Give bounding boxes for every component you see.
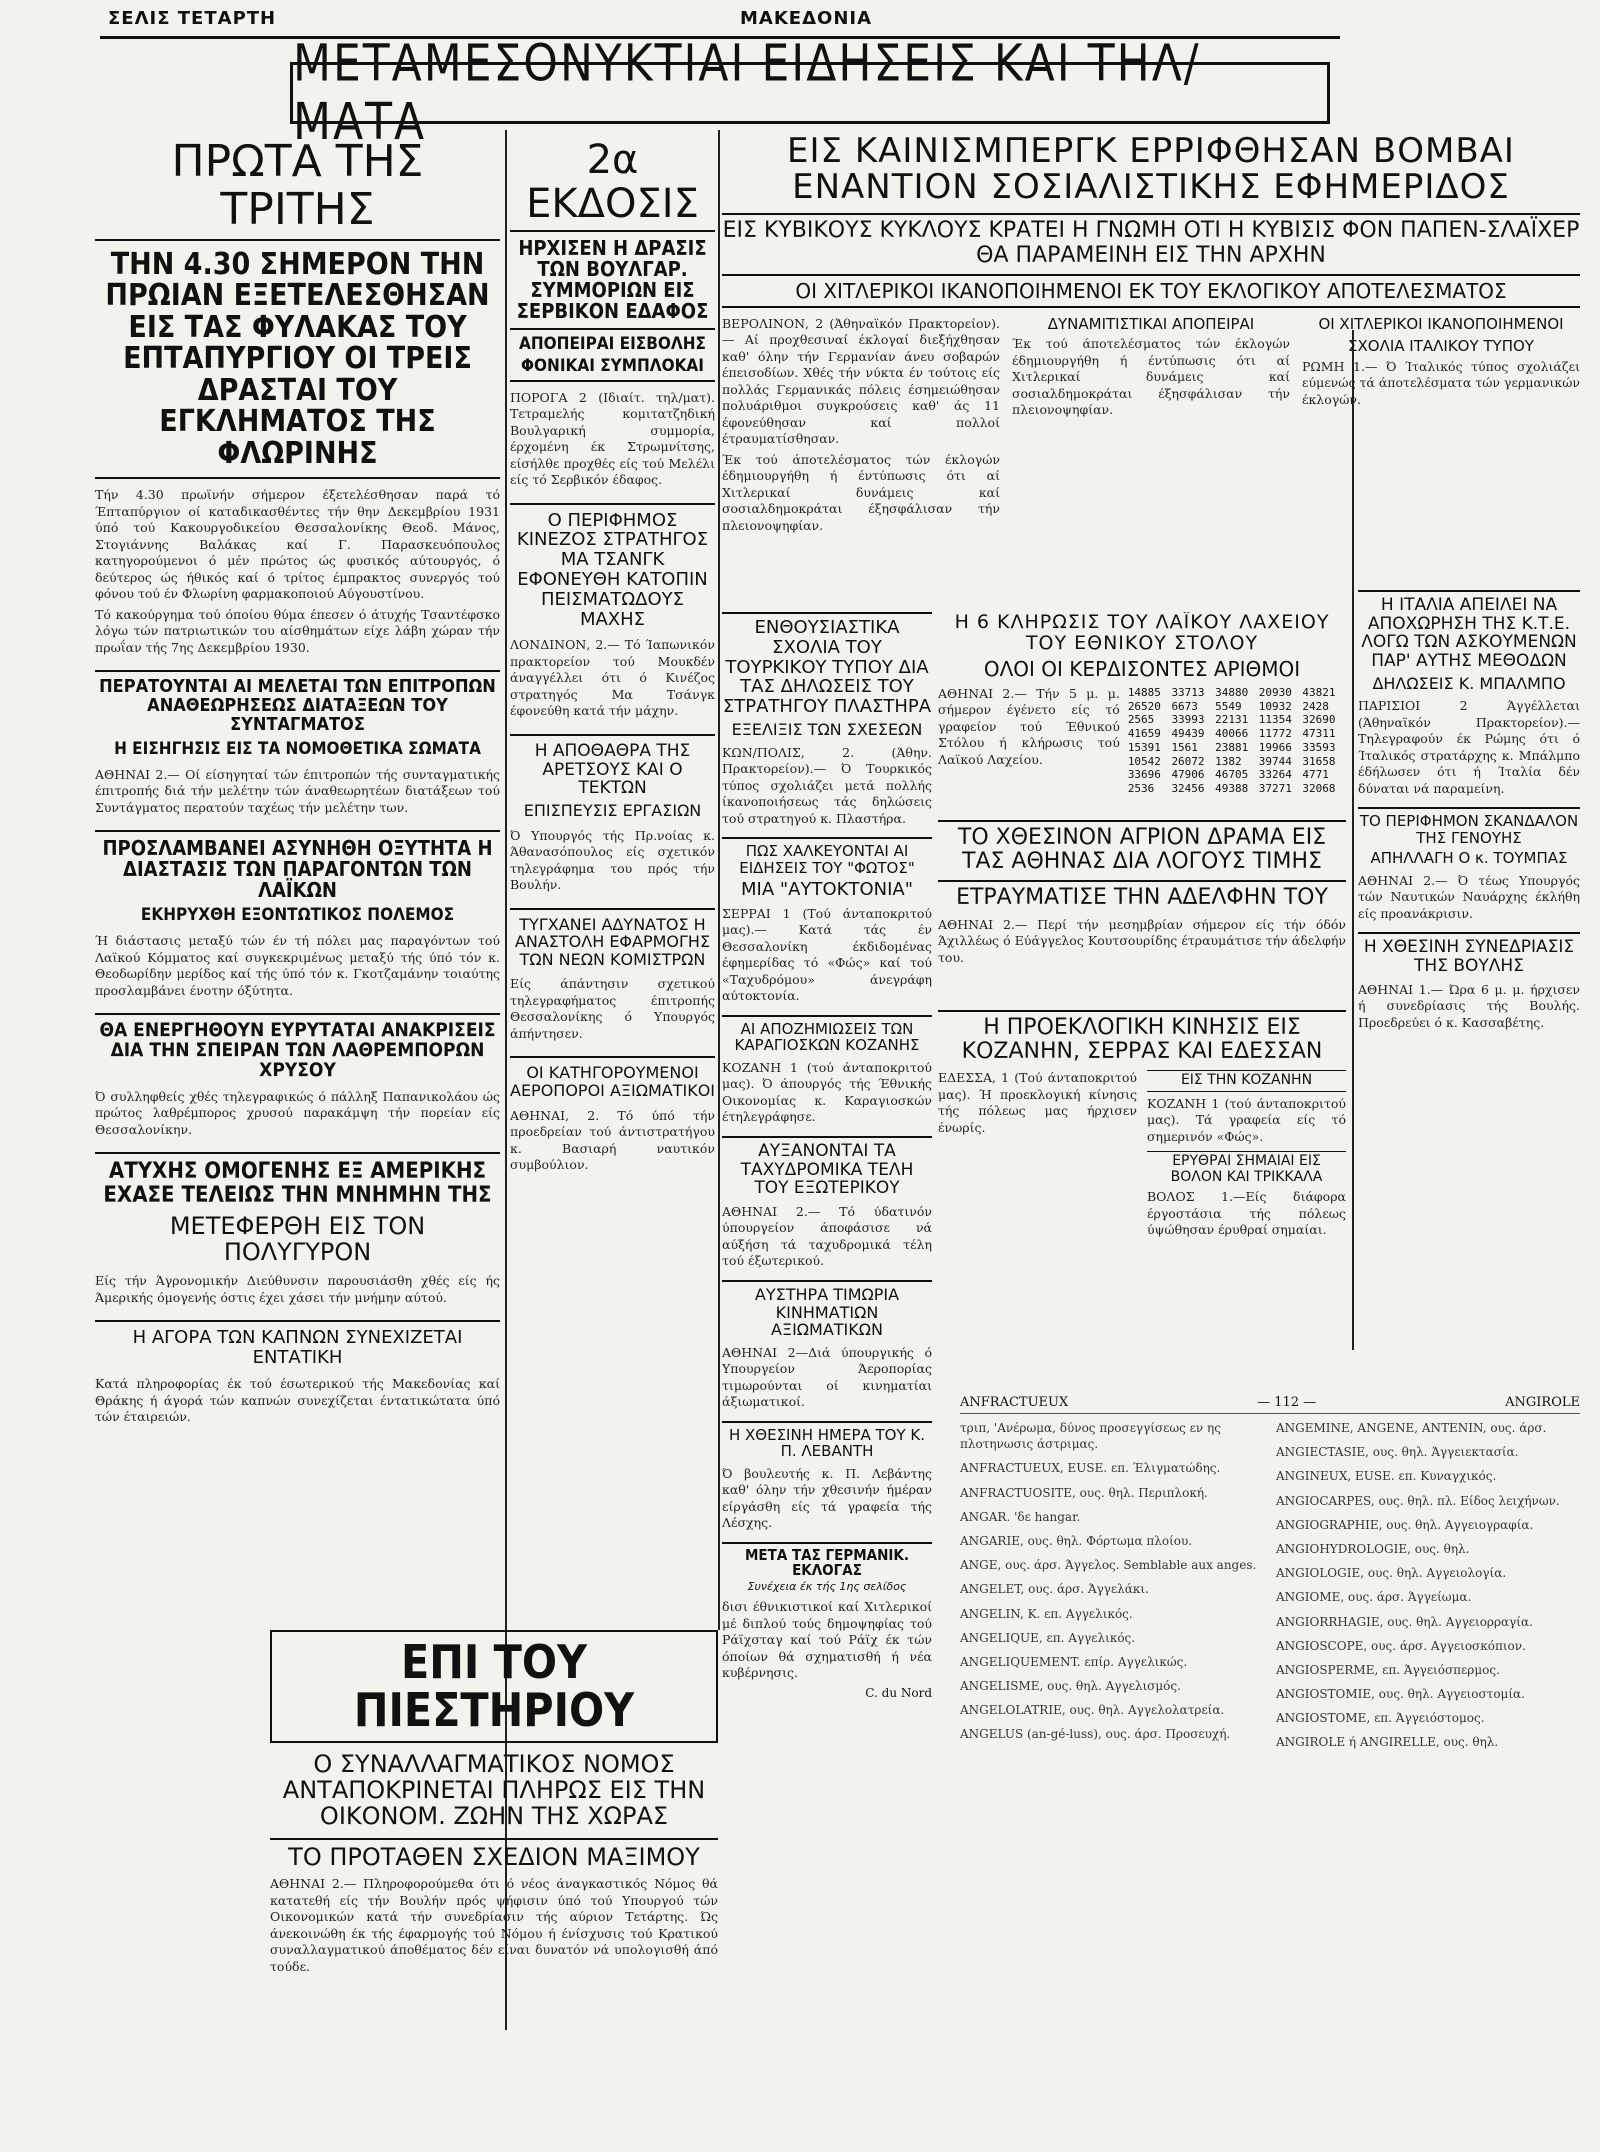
article-body: Ό Υπουργός τής Πρ.νοίας κ. Άθανασόπουλος είς σχετικόν τηλεγράφημα του πρός τήν Βουλήν. [510, 827, 715, 893]
dictionary-header [960, 1395, 1580, 1414]
headline-german-elections: ΜΕΤΑ ΤΑΣ ΓΕΡΜΑΝΙΚ. ΕΚΛΟΓΑΣ [722, 1542, 932, 1580]
dictionary-page-number: — 112 — [1257, 1395, 1317, 1410]
winning-number: 33713 [1171, 685, 1205, 699]
article-body: Ή διάστασις μεταξύ τών έν τή πόλει μας παραγόντων τού Λαϊκού Κόμματος καί συγκεκριμένως μεταξύ τής ύπό τόν κ. Θεοδωρίδην μερίδος καί τής ύπό τόν κ. Γκοτζαμάνην τοιαύτης προσλαμβάνει ένοτην όξύτητα. [95, 933, 500, 998]
dictionary-entry: ANGAR. 'δε hangar. [960, 1509, 1081, 1524]
subheadline: ΜΙΑ "ΑΥΤΟΚΤΟΝΙΑ" [741, 879, 913, 901]
winning-number: 47906 [1171, 768, 1205, 782]
dictionary-entry: ANGIOSTOME, επ. Άγγειόστομος. [1276, 1711, 1485, 1726]
winning-number: 11354 [1258, 713, 1292, 727]
headline-pre-election: Η ΠΡΟΕΚΛΟΓΙΚΗ ΚΙΝΗΣΙΣ ΕΙΣ ΚΟΖΑΝΗΝ, ΣΕΡΡΑΣ ΚΑΙ ΕΔΕΣΣΑΝ [961, 1015, 1323, 1065]
article-body: ΚΟΖΑΝΗ 1 (τού άνταποκριτού μας). Ό άπουργός τής Έθνικής Οικονομίας κ. Καραγιοσκών έτηλεγράφησε. [722, 1059, 932, 1125]
winning-number: 2428 [1302, 699, 1329, 713]
subheadline-exchange-law: Ο ΣΥΝΑΛΛΑΓΜΑΤΙΚΟΣ ΝΟΜΟΣ ΑΝΤΑΠΟΚΡΙΝΕΤΑΙ ΠΛΗΡΩΣ ΕΙΣ ΤΗΝ ΟΙΚΟΝΟΜ. ΖΩΗΝ ΤΗΣ ΧΩΡΑΣ [282, 1749, 706, 1831]
column-4 [1358, 590, 1580, 1350]
dictionary-entry: ANGELIN, Κ. επ. Αγγελικός. [960, 1606, 1133, 1621]
winning-number: 6673 [1171, 699, 1198, 713]
dictionary-entry: ANGELISME, ους. θηλ. Αγγελισμός. [960, 1679, 1181, 1694]
headline-italy: Η ΙΤΑΛΙΑ ΑΠΕΙΛΕΙ ΝΑ ΑΠΟΧΩΡΗΣΗ ΤΗΣ Κ.Τ.Ε. ΛΟΓΩ ΤΩΝ ΑΣΚΟΥΜΕΝΩΝ ΠΑΡ' ΑΥΤΗΣ ΜΕΘΟΔΩΝ [1358, 590, 1580, 671]
headline-aretsou: Η ΑΠΟΘΑΘΡΑ ΤΗΣ ΑΡΕΤΣΟΥΣ ΚΑΙ Ο ΤΕΚΤΩΝ [510, 734, 715, 798]
subheadline: ΦΟΝΙΚΑΙ ΣΥΜΠΛΟΚΑΙ [510, 358, 715, 382]
section-banner-text: ΜΕΤΑΜΕΣΟΝΥΚΤΙΑΙ ΕΙΔΗΣΕΙΣ ΚΑΙ ΤΗΛ/ΜΑΤΑ [293, 34, 1201, 152]
article-body: Τό κακούργημα τού όποίου θύμα έπεσεν ό άτυχής Τσαντέφσκο λόγω τών πατριωτικών του αίσθημάτων είχε λάβη χώραν τήν πρωΐαν τής 7ης Δεκεμβρίου 1930. [95, 606, 500, 655]
dictionary-entry: ANGIOCARPES, ους. θηλ. πλ. Είδος λειχήνων. [1276, 1493, 1560, 1508]
subheadline: ΕΞΕΛΙΞΙΣ ΤΩΝ ΣΧΕΣΕΩΝ [731, 719, 923, 739]
dictionary-entry: ANGIOGRAPHIE, ους. θηλ. Αγγειογραφία. [1276, 1517, 1534, 1532]
article-body: ΠΑΡΙΣΙΟΙ 2 Άγγέλλεται (Άθηναϊκόν Πρακτορείον).—Τηλεγραφούν έκ Ρώμης ότι ό Ίταλικός στρατάρχης κ. Μπάλμπο έδήλωσεν ότι ή Ίταλία δέν δύναται νά παραμείνη. [1358, 698, 1580, 796]
dictionary-right-guide: ANGIROLE [1505, 1395, 1580, 1410]
lottery-story [938, 612, 1346, 812]
continuation-note: Συνέχεια έκ τής 1ης σελίδος [747, 1580, 907, 1594]
column-rule [718, 130, 720, 1630]
headline-levantis: Η ΧΘΕΣΙΝΗ ΗΜΕΡΑ ΤΟΥ Κ. Π. ΛΕΒΑΝΤΗ [722, 1421, 932, 1460]
subheadline: ΕΙΣ ΤΗΝ ΚΟΖΑΝΗΝ [1147, 1070, 1346, 1091]
dictionary-entry: ANGEMINE, ANGENE, ANTENIN, ους. άρσ. [1276, 1421, 1547, 1435]
winning-number: 33993 [1171, 713, 1205, 727]
article-body: Είς τήν Άγρονομικήν Διεύθυνσιν παρουσιάσθη χθές είς ής Άμερικής όμογενής όστις έχει χάσει τήν μνήμην αύτού. [95, 1273, 500, 1305]
headline-fares: ΤΥΓΧΑΝΕΙ ΑΔΥΝΑΤΟΣ Η ΑΝΑΣΤΟΛΗ ΕΦΑΡΜΟΓΗΣ ΤΩΝ ΝΕΩΝ ΚΟΜΙΣΤΡΩΝ [510, 908, 715, 969]
article-body: Έκ τού άποτελέσματος τών έκλογών έδημιουργήθη ή έντύπωσις ότι αί Χιτλερικαί δυνάμεις καί σοσιαλδημοκράται έξησφάλισαν τήν πλειονοψηφίαν. [1012, 336, 1290, 418]
subheadline: ΣΧΟΛΙΑ ΙΤΑΛΙΚΟΥ ΤΥΠΟΥ [1348, 337, 1534, 356]
subheadline: ΕΤΡΑΥΜΑΤΙΣΕ ΤΗΝ ΑΔΕΛΦΗΝ ΤΟΥ [938, 880, 1346, 910]
subheadline: ΟΙ ΧΙΤΛΕΡΙΚΟΙ ΙΚΑΝΟΠΟΙΗΜΕΝΟΙ [1318, 314, 1564, 333]
dictionary-entry: ANGIOME, ους. άρσ. Άγγείωμα. [1276, 1590, 1472, 1605]
edition-kicker: 2α ΕΚΔΟΣΙΣ [510, 134, 715, 232]
dictionary-entry: ANGELUS (an-gé-luss), ους. άρσ. Προσευχή. [960, 1727, 1231, 1742]
dictionary-column-left [960, 1420, 1264, 1759]
winning-number: 39744 [1258, 754, 1292, 768]
dictionary-entry: ANGE, ους. άρσ. Άγγελος. Semblable aux anges. [960, 1558, 1257, 1573]
subheadline: ΜΕΤΕΦΕΡΘΗ ΕΙΣ ΤΟΝ ΠΟΛΥΓΥΡΟΝ [169, 1211, 426, 1267]
winning-number: 1382 [1215, 754, 1242, 768]
subheadline: ΔΗΛΩΣΕΙΣ Κ. ΜΠΑΛΜΠΟ [1372, 673, 1566, 693]
drama-story [938, 820, 1346, 1000]
dictionary-entry: ANGIROLE ή ANGIRELLE, ους. θηλ. [1276, 1735, 1499, 1750]
article-body: Ό συλληφθείς χθές τηλεγραφικώς ό πάλληξ Παπανικολάου ώς πρώτος λαθρέμπορος χρυσού παρακάμψη τήν πορείαν είς Θεσσαλονίκην. [95, 1088, 500, 1137]
headline-postal-fees: ΑΥΞΑΝΟΝΤΑΙ ΤΑ ΤΑΧΥΔΡΟΜΙΚΑ ΤΕΛΗ ΤΟΥ ΕΞΩΤΕΡΙΚΟΥ [722, 1136, 932, 1198]
dictionary-entry: ANGELIQUEMENT. επίρ. Αγγελικώς. [960, 1654, 1188, 1669]
dictionary-entry: ANGIORRHAGIE, ους. θηλ. Αγγειορραγία. [1276, 1614, 1533, 1629]
article-body: ΑΘΗΝΑΙ, 2. Τό ύπό τήν προεδρείαν τού άντιστρατήγου κ. Βασιαρή ναυτικόν συμβούλιον. [510, 1107, 715, 1173]
winning-numbers-table [1128, 686, 1346, 796]
headline-compensation: ΑΙ ΑΠΟΖΗΜΙΩΣΕΙΣ ΤΩΝ ΚΑΡΑΓΙΟΣΚΩΝ ΚΟΖΑΝΗΣ [722, 1015, 932, 1054]
headline-chinese-general: Ο ΠΕΡΙΦΗΜΟΣ ΚΙΝΕΖΟΣ ΣΤΡΑΤΗΓΟΣ ΜΑ ΤΣΑΝΓΚ ΕΦΟΝΕΥΘΗ ΚΑΤΟΠΙΝ ΠΕΙΣΜΑΤΩΔΟΥΣ ΜΑΧΗΣ [510, 503, 715, 630]
subheadline-hitlerites: ΟΙ ΧΙΤΛΕΡΙΚΟΙ ΙΚΑΝΟΠΟΙΗΜΕΝΟΙ ΕΚ ΤΟΥ ΕΚΛΟΓΙΚΟΥ ΑΠΟΤΕΛΕΣΜΑΤΟΣ [722, 274, 1580, 308]
headline-on-the-press: ΕΠΙ ΤΟΥ ΠΙΕΣΤΗΡΙΟΥ [270, 1630, 718, 1743]
signature: C. du Nord [865, 1685, 932, 1700]
subheadline: ΕΠΙΣΠΕΥΣΙΣ ΕΡΓΑΣΙΩΝ [523, 801, 702, 821]
dictionary-entry: ANGINEUX, EUSE. επ. Κυναγχικός. [1276, 1469, 1497, 1484]
dictionary-left-guide: ANFRACTUEUX [960, 1395, 1069, 1410]
headline-lottery: Η 6 ΚΛΗΡΩΣΙΣ ΤΟΥ ΛΑΪΚΟΥ ΛΑΧΕΙΟΥ ΤΟΥ ΕΘΝΙΚΟΥ ΣΤΟΛΟΥ [954, 612, 1330, 654]
column-3 [722, 612, 932, 2092]
article-body: Είς άπάντησιν σχετικού τηλεγραφήματος έπιτροπής Θεσσαλονίκης ό Υπουργός άπήντησεν. [510, 976, 715, 1041]
winning-number: 26520 [1127, 699, 1161, 713]
winning-number: 40066 [1215, 727, 1249, 741]
main-top-story [722, 134, 1580, 604]
winning-number: 37271 [1258, 782, 1292, 796]
winning-number: 34880 [1215, 685, 1249, 699]
dictionary-entry: ANGIECTASIE, ους. θηλ. Άγγειεκτασία. [1276, 1445, 1519, 1460]
subheadline: ΔΥΝΑΜΙΤΙΣΤΙΚΑΙ ΑΠΟΠΕΙΡΑΙ [1047, 314, 1255, 333]
dictionary-entry: ANGIOSCOPE, ους. άρσ. Αγγειοσκόπιον. [1276, 1638, 1526, 1653]
article-body: Ό βουλευτής κ. Π. Λεβάντης καθ' όλην τήν χθεσινήν ήμέραν είργάσθη είς τά γραφεία τής Λέσχης. [722, 1465, 932, 1531]
headline-parliament: Η ΧΘΕΣΙΝΗ ΣΥΝΕΔΡΙΑΣΙΣ ΤΗΣ ΒΟΥΛΗΣ [1358, 932, 1580, 975]
headline-drama: ΤΟ ΧΘΕΣΙΝΟΝ ΑΓΡΙΟΝ ΔΡΑΜΑ ΕΙΣ ΤΑΣ ΑΘΗΝΑΣ ΔΙΑ ΛΟΓΟΥΣ ΤΙΜΗΣ [957, 825, 1327, 875]
subheadline: ΕΚΗΡΥΧΘΗ ΕΞΟΝΤΩΤΙΚΟΣ ΠΟΛΕΜΟΣ [140, 905, 455, 926]
dictionary-entry: ANFRACTUOSITE, ους. θηλ. Περιπλοκή. [960, 1485, 1208, 1500]
article-body: ΑΘΗΝΑΙ 1.— Ώρα 6 μ. μ. ήρχισεν ή συνεδρίασις τής Βουλής. Προεδρεύει ό κ. Κασσαβέτης. [1358, 981, 1580, 1030]
headline-turkish-press: ΕΝΘΟΥΣΙΑΣΤΙΚΑ ΣΧΟΛΙΑ ΤΟΥ ΤΟΥΡΚΙΚΟΥ ΤΥΠΟΥ ΔΙΑ ΤΑΣ ΔΗΛΩΣΕΙΣ ΤΟΥ ΣΤΡΑΤΗΓΟΥ ΠΛΑΣΤΗΡΑ [722, 612, 932, 717]
winning-number: 1561 [1171, 740, 1198, 754]
subheadline-maximos-plan: ΤΟ ΠΡΟΤΑΘΕΝ ΣΧΕΔΙΟΝ ΜΑΞΙΜΟΥ [270, 1838, 718, 1870]
article-body: ΑΘΗΝΑΙ 2.— Περί τήν μεσημβρίαν σήμερον είς τήν όδόν Άχιλλέως ό Εύάγγελος Κουτσουρίδης έτραυμάτισε τήν άδελφήν του. [938, 916, 1346, 965]
winning-number: 33593 [1302, 740, 1336, 754]
winning-number: 32068 [1302, 782, 1336, 796]
dictionary-entry: ANGIOSPERME, επ. Άγγειόσπερμος. [1276, 1662, 1500, 1677]
headline-bulgar-bands: ΗΡΧΙΣΕΝ Η ΔΡΑΣΙΣ ΤΩΝ ΒΟΥΛΓΑΡ. ΣΥΜΜΟΡΙΩΝ ΕΙΣ ΣΕΡΒΙΚΟΝ ΕΔΑΦΟΣ [510, 232, 715, 330]
dictionary-entry: τριπ, 'Ανέρωμα, δύνος προσεγγίσεως εν ης πλοτηνωσις άστριμας. [960, 1421, 1221, 1452]
subheadline: ΟΛΟΙ ΟΙ ΚΕΡΔΙΣΟΝΤΕΣ ΑΡΙΘΜΟΙ [983, 656, 1301, 681]
winning-number: 2536 [1127, 782, 1155, 796]
page-header-left: ΣΕΛΙΣ ΤΕΤΑΡΤΗ [108, 8, 277, 29]
winning-number: 23881 [1215, 740, 1249, 754]
headline-fos: ΠΩΣ ΧΑΛΚΕΥΟΝΤΑΙ ΑΙ ΕΙΔΗΣΕΙΣ ΤΟΥ "ΦΩΤΟΣ" [722, 837, 932, 876]
winning-number: 4771 [1302, 768, 1329, 782]
winning-number: 15391 [1127, 740, 1161, 754]
winning-number: 10542 [1127, 754, 1161, 768]
winning-number: 41659 [1127, 727, 1161, 741]
kicker-title: ΠΡΩΤΑ ΤΗΣ ΤΡΙΤΗΣ [95, 134, 500, 241]
dictionary-insert [960, 1395, 1580, 2145]
winning-number: 2565 [1127, 713, 1155, 727]
article-body: ΕΔΕΣΣΑ, 1 (Τού άνταποκριτού μας). Ή προεκλογική κίνησις τής πόλεως μας ήρχισεν ένωρίς. [938, 1070, 1137, 1135]
column-2 [510, 134, 715, 1634]
article-body: ΣΕΡΡΑΙ 1 (Τού άνταποκριτού μας).— Κατά τάς έν Θεσσαλονίκη έκδιδομένας έφημερίδας τό «Φώς» καί τού «Ταχυδρόμου» άνεγράφη αύτοκτονία. [722, 905, 932, 1004]
headline-gold-smugglers: ΘΑ ΕΝΕΡΓΗΘΟΥΝ ΕΥΡΥΤΑΤΑΙ ΑΝΑΚΡΙΣΕΙΣ ΔΙΑ ΤΗΝ ΣΠΕΙΡΑΝ ΤΩΝ ΛΑΘΡΕΜΠΟΡΩΝ ΧΡΥΣΟΥ [95, 1013, 500, 1081]
article-body: ΑΘΗΝΑΙ 2—Διά ύπουργικής ό Υπουργείον Άεροπορίας τιμωρούνται οί κινηματίαι άξιωματικοί. [722, 1344, 932, 1410]
dictionary-entry: ANGIOSTOMIE, ους. θηλ. Αγγειοστομία. [1276, 1687, 1525, 1702]
winning-number: 10932 [1258, 699, 1292, 713]
dictionary-entry: ANFRACTUEUX, EUSE. επ. Έλιγματώδης. [960, 1461, 1221, 1476]
article-body: Έκ τού άποτελέσματος τών έκλογών έδημιουργήθη ή έντύπωσις ότι αί Χιτλερικαί δυνάμεις καί σοσιαλδημοκράται έξησφάλισαν τήν πλειονοψηφίαν. [722, 451, 1000, 533]
headline-konigsberg: ΕΙΣ ΚΑΙΝΙΣΜΠΕΡΓΚ ΕΡΡΙΦΘΗΣΑΝ ΒΟΜΒΑΙ ΕΝΑΝΤΙΟΝ ΣΟΣΙΑΛΙΣΤΙΚΗΣ ΕΦΗΜΕΡΙΔΟΣ [787, 134, 1515, 207]
winning-number: 43821 [1302, 685, 1336, 699]
article-body: δισι έθνικιστικοί καί Χιτλερικοί μέ διπλού τούς δημοψηφίας τού Ράϊχσταγ καί τού Ράϊχ έκ τών όποίων θά σχηματισθή ή νέα κυβέρνησις. [722, 1599, 932, 1681]
winning-number: 19966 [1258, 740, 1292, 754]
article-body: ΒΕΡΟΛΙΝΟΝ, 2 (Άθηναϊκόν Πρακτορείον).— Αί προχθεσιναί έκλογαί διεξήχθησαν καθ' όλην τήν Γερμανίαν άνευ σοβαρών έπεισοδίων. Χθές τήν νύκτα έν τούτοις είς πολλάς Γερμανικάς πόλεις έσημειώθησαν πολυάριθμοι συγκρούσεις καθ' άς 11 έφονεύθησαν καί πολλοί έτραυματίσθησαν. [722, 315, 1000, 447]
article-body: Τήν 4.30 πρωϊνήν σήμερον έξετελέσθησαν παρά τό Έπταπύργιον οί καταδικασθέντες τήν θην Δεκεμβρίου 1931 ύπό τού Κακουργοδικείου Θεσσαλονίκης Θεοδ. Μάνος, Στογιάννης Βαλάκας καί Γ. Παρασκευόπουλος κατηγορούμενοι ό μέν πρώτος ώς φυσικός αύτουργός, ό δεύτερος ώς ήθικός καί ό τρίτος έμπρακτος συνεργός τού φόνου τού έν Φλωρίνη φαρμακοποιού Αύγουστίνου. [95, 487, 500, 602]
dictionary-entry: ANGIOLOGIE, ους. θηλ. Αγγειολογία. [1276, 1566, 1507, 1581]
winning-number: 14885 [1127, 685, 1161, 699]
dictionary-column-right [1276, 1420, 1580, 1759]
press-story [270, 1630, 718, 2070]
pre-election-story [938, 1010, 1346, 1330]
article-body: ΛΟΝΔΙΝΟΝ, 2.— Τό Ίαπωνικόν πρακτορείον τού Μουκδέν άναγγέλλει ότι ό Κινέζος στρατηγός Μα Τσάνγκ έφονεύθη κατά τήν μάχην. [510, 637, 715, 719]
article-body: ΚΩΝ/ΠΟΛΙΣ, 2. (Άθην. Πρακτορείον).— Ό Τουρκικός τύπος σχολιάζει μετά πολλής ίκανοποιήσεως τάς δηλώσεις τού στρατηγού κ. Πλαστήρα. [722, 744, 932, 826]
winning-number: 46705 [1215, 768, 1249, 782]
headline-genoa-scandal: ΤΟ ΠΕΡΙΦΗΜΟΝ ΣΚΑΝΔΑΛΟΝ ΤΗΣ ΓΕΝΟΥΗΣ [1358, 807, 1580, 846]
winning-number: 20930 [1258, 685, 1292, 699]
subheadline: Η ΕΙΣΗΓΗΣΙΣ ΕΙΣ ΤΑ ΝΟΜΟΘΕΤΙΚΑ ΣΩΜΑΤΑ [114, 738, 481, 759]
dictionary-entry: ANGIOHYDROLOGIE, ους. θηλ. [1276, 1541, 1470, 1556]
winning-number: 32690 [1302, 713, 1336, 727]
article-body: ΑΘΗΝΑΙ 2.— Οί είσηγηταί τών έπιτροπών τής συνταγματικής έπιτροπής διά τήν μελέτην τών άναθεωρητέων διατάξεων τού Συντάγματος περατούν ταχέως τήν μελέτην των. [95, 766, 500, 815]
subheadline: ΕΡΥΘΡΑΙ ΣΗΜΑΙΑΙ ΕΙΣ ΒΟΛΟΝ ΚΑΙ ΤΡΙΚΚΑΛΑ [1147, 1151, 1346, 1185]
dictionary-entry: ANGELET, ους. άρσ. Άγγελάκι. [960, 1582, 1149, 1597]
article-body: ΑΘΗΝΑΙ 2.— Πληροφορούμεθα ότι ό νέος άναγκαστικός Νόμος θά κατατεθή είς τήν Βουλήν πρός ψήφισιν ύπό τού Υπουργού τών Οικονομικών κατά τήν συνεδρίασιν τής αύριον Τετάρτης. Ώς άνεκοινώθη έκ τής έφαρμογής τού Νόμου ή ένίσχυσις τού Κρατικού συναλλαγματικού άποθέματος δέν είναι δυνατόν νά υπολογισθή άπό τούδε. [270, 1876, 718, 1974]
winning-number: 47311 [1302, 727, 1336, 741]
subheadline: ΑΠΗΛΛΑΓΗ Ο κ. ΤΟΥΜΠΑΣ [1370, 849, 1568, 868]
winning-number: 33696 [1127, 768, 1161, 782]
article-body: ΡΩΜΗ 1.— Ό Ίταλικός τύπος σχολιάζει εύμενώς τά άποτελέσματα τών γερμανικών έκλογών. [1302, 358, 1580, 407]
winning-number: 49388 [1215, 782, 1249, 796]
dictionary-entry: ANGELOLATRIE, ους. θηλ. Αγγελολατρεία. [960, 1703, 1225, 1718]
winning-number: 22131 [1215, 713, 1249, 727]
headline-punishment: ΑΥΣΤΗΡΑ ΤΙΜΩΡΙΑ ΚΙΝΗΜΑΤΙΩΝ ΑΞΙΩΜΑΤΙΚΩΝ [722, 1280, 932, 1339]
article-body: ΚΟΖΑΝΗ 1 (τού άνταποκριτού μας). Τά γραφεία είς τό σημερινόν «Φώς». [1147, 1095, 1346, 1144]
headline-executions: ΤΗΝ 4.30 ΣΗΜΕΡΟΝ ΤΗΝ ΠΡΩΙΑΝ ΕΞΕΤΕΛΕΣΘΗΣΑΝ ΕΙΣ ΤΑΣ ΦΥΛΑΚΑΣ ΤΟΥ ΕΠΤΑΠΥΡΓΙΟΥ ΟΙ ΤΡΕΙΣ ΔΡΑΣΤΑΙ ΤΟΥ ΕΓΚΛΗΜΑΤΟΣ ΤΗΣ ΦΛΩΡΙΝΗΣ [95, 241, 500, 480]
headline-constitution: ΠΕΡΑΤΟΥΝΤΑΙ ΑΙ ΜΕΛΕΤΑΙ ΤΩΝ ΕΠΙΤΡΟΠΩΝ ΑΝΑΘΕΩΡΗΣΕΩΣ ΔΙΑΤΑΞΕΩΝ ΤΟΥ ΣΥΝΤΑΓΜΑΤΟΣ [95, 670, 500, 735]
winning-number: 26072 [1171, 754, 1205, 768]
winning-number: 33264 [1258, 768, 1292, 782]
article-body: ΑΘΗΝΑΙ 2.— Τό ύδατινόν ύπουργείον άποφάσισε νά αύξήση τά ταχυδρομικά τέλη τού έξωτερικού. [722, 1203, 932, 1269]
article-body: ΑΘΗΝΑΙ 2.— Ό τέως Υπουργός τών Ναυτικών Ναυάρχης έκλήθη είς προανάκρισιν. [1358, 872, 1580, 921]
headline-aviators: ΟΙ ΚΑΤΗΓΟΡΟΥΜΕΝΟΙ ΑΕΡΟΠΟΡΟΙ ΑΞΙΩΜΑΤΙΚΟΙ [510, 1056, 715, 1099]
winning-number: 49439 [1171, 727, 1205, 741]
article-body: ΑΘΗΝΑΙ 2.— Τήν 5 μ. μ. σήμερον έγένετο είς τό γραφείον τού Έθνικού Στόλου ή κλήρωσις τού Λαϊκού Λαχείου. [938, 685, 1120, 767]
newspaper-name: ΜΑΚΕΔΟΝΙΑ [740, 8, 873, 29]
winning-number: 32456 [1171, 782, 1205, 796]
winning-number: 5549 [1215, 699, 1242, 713]
dictionary-entry: ANGELIQUE, επ. Αγγελικός. [960, 1630, 1136, 1645]
section-banner [290, 34, 1330, 152]
headline-tobacco: Η ΑΓΟΡΑ ΤΩΝ ΚΑΠΝΩΝ ΣΥΝΕΧΙΖΕΤΑΙ ΕΝΤΑΤΙΚΗ [95, 1320, 500, 1368]
dictionary-entry: ANGARIE, ους. θηλ. Φόρτωμα πλοίου. [960, 1533, 1193, 1548]
subheadline: ΑΠΟΠΕΙΡΑΙ ΕΙΣΒΟΛΗΣ [519, 334, 706, 354]
article-body: ΒΟΛΟΣ 1.—Είς διάφορα έργοστάσια τής πόλεως ύψώθησαν έρυθραί σημαίαι. [1147, 1189, 1346, 1238]
subheadline-cabinet: ΕΙΣ ΚΥΒΙΚΟΥΣ ΚΥΚΛΟΥΣ ΚΡΑΤΕΙ Η ΓΝΩΜΗ ΟΤΙ Η ΚΥΒΙΣΙΣ ΦΟΝ ΠΑΠΕΝ-ΣΛΑΪΧΕΡ ΘΑ ΠΑΡΑΜΕΙΝΗ ΕΙΣ ΤΗΝ ΑΡΧΗΝ [722, 213, 1580, 267]
article-body: Κατά πληροφορίας έκ τού έσωτερικού τής Μακεδονίας καί Θράκης ή άγορά τών καπνών συνεχίζεται έντατικώτατα ύπό τών έταιρειών. [95, 1376, 500, 1425]
winning-number: 31658 [1302, 754, 1336, 768]
article-body: ΠΟΡΟΓΑ 2 (Ιδιαίτ. τηλ/ματ). Τετραμελής κομιτατζηδική Βουλγαρική συμμορία, έρχομένη έκ Στρωμνίτσης, είσήλθε προχθές είς τού Μελέλι είς τό Σερβικόν έδαφος. [510, 389, 715, 488]
headline-amnesia: ΑΤΥΧΗΣ ΟΜΟΓΕΝΗΣ ΕΞ ΑΜΕΡΙΚΗΣ ΕΧΑΣΕ ΤΕΛΕΙΩΣ ΤΗΝ ΜΝΗΜΗΝ ΤΗΣ [95, 1152, 500, 1206]
headline-people-party: ΠΡΟΣΛΑΜΒΑΝΕΙ ΑΣΥΝΗΘΗ ΟΞΥΤΗΤΑ Η ΔΙΑΣΤΑΣΙΣ ΤΩΝ ΠΑΡΑΓΟΝΤΩΝ ΤΩΝ ΛΑΪΚΩΝ [95, 830, 500, 901]
winning-number: 11772 [1258, 727, 1292, 741]
